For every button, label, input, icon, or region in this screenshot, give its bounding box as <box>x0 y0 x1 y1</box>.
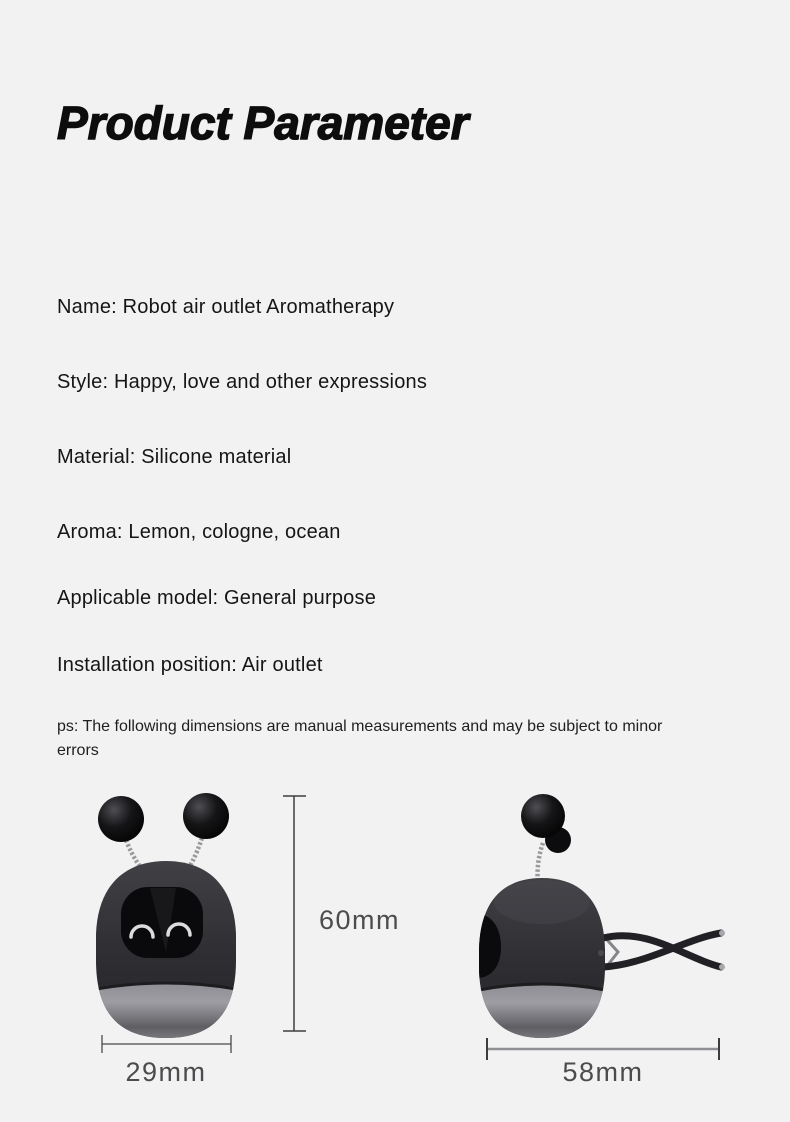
height-dimension-label: 60mm <box>319 905 401 935</box>
parameter-name-line: Name: Robot air outlet Aromatherapy <box>57 296 395 318</box>
body-highlight <box>494 880 590 924</box>
dimension-line-height <box>283 796 306 1031</box>
clip-tip-top <box>719 930 725 936</box>
robot-side-base <box>479 984 605 1038</box>
antenna-ball-right <box>183 793 229 839</box>
clip-tip-bottom <box>719 964 725 970</box>
parameter-material-line: Material: Silicone material <box>57 446 292 468</box>
side-width-dimension-label: 58mm <box>562 1057 644 1087</box>
antenna-ball-front <box>521 794 565 838</box>
robot-front-base <box>96 983 236 1038</box>
parameter-installation-line: Installation position: Air outlet <box>57 654 323 676</box>
robot-side-illustration <box>479 794 725 1038</box>
measurement-disclaimer-note: ps: The following dimensions are manual measurements and may be subject to minor errors <box>57 718 663 759</box>
antenna-ball-left <box>98 796 144 842</box>
page-title: Product Parameter <box>57 97 469 149</box>
hinge-screw <box>598 950 604 956</box>
parameter-model-line: Applicable model: General purpose <box>57 587 377 609</box>
parameter-aroma-line: Aroma: Lemon, cologne, ocean <box>57 521 341 543</box>
front-width-dimension-label: 29mm <box>125 1057 207 1087</box>
parameter-style-line: Style: Happy, love and other expressions <box>57 371 428 393</box>
robot-front-illustration <box>96 793 236 1038</box>
antenna-spring-side <box>538 843 543 884</box>
